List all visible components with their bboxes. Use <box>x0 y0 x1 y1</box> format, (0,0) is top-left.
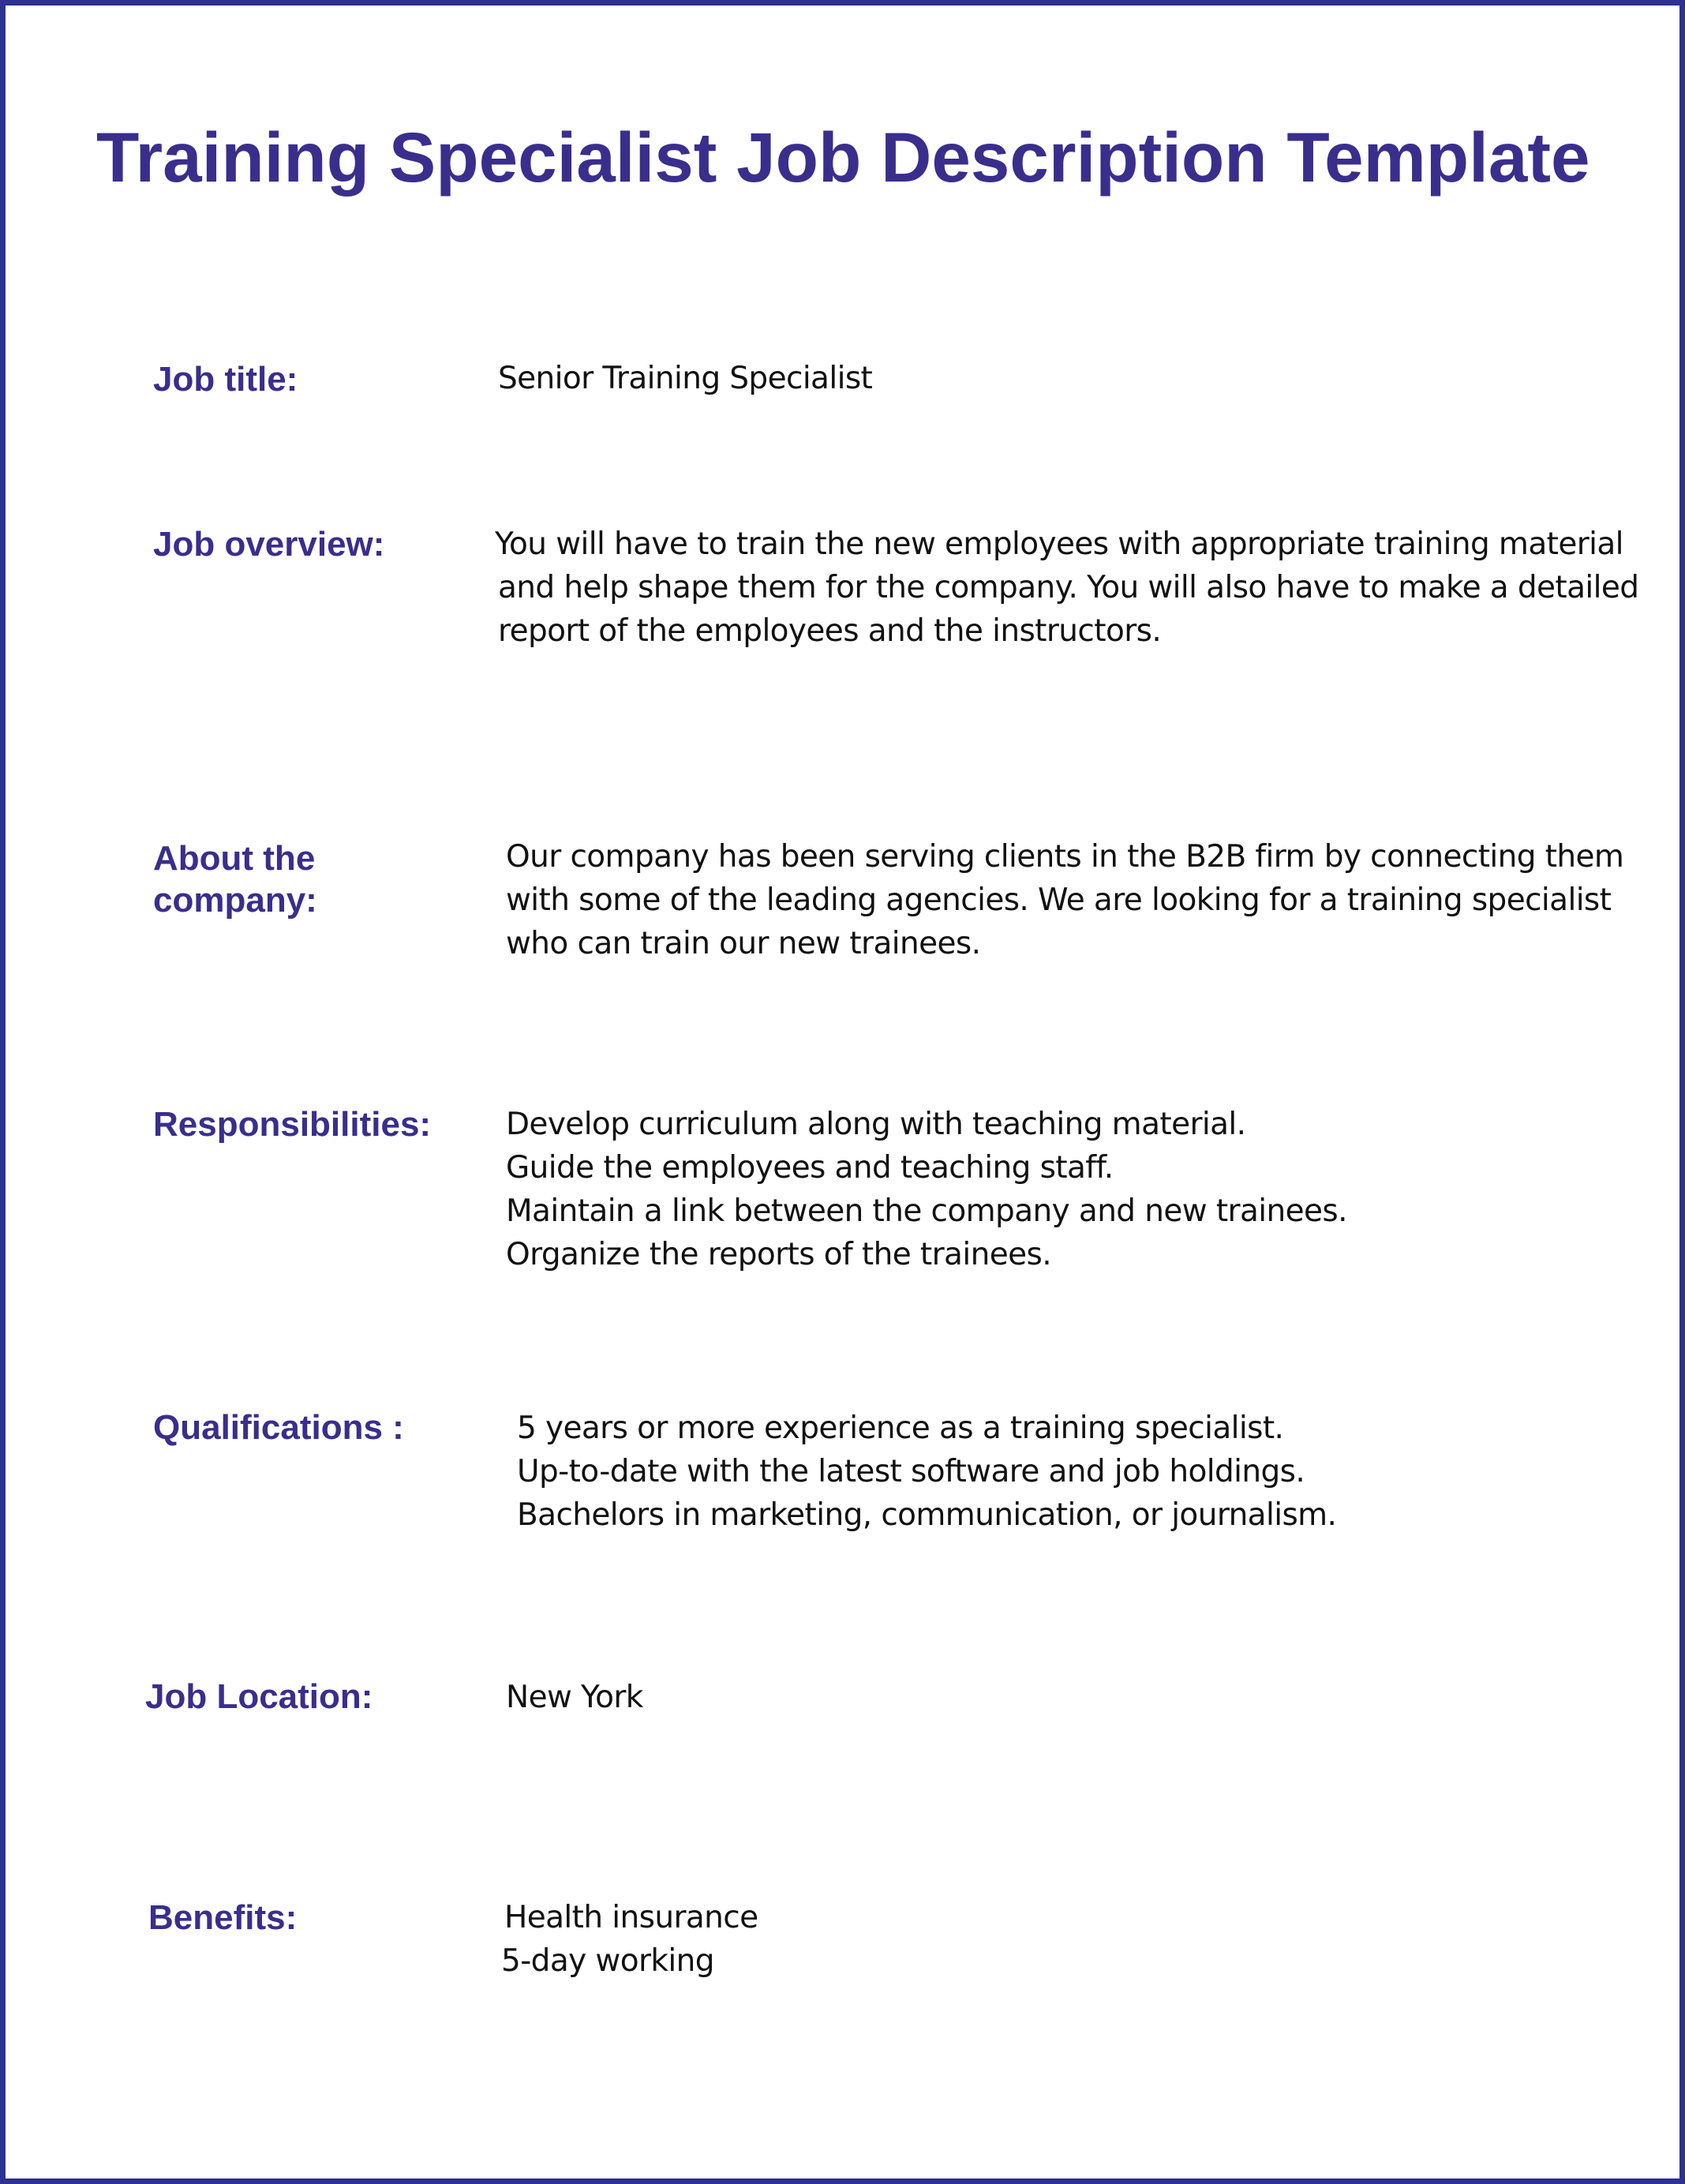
benefit-item: 5-day working <box>501 1943 714 1979</box>
job-title-label: Job title: <box>153 360 298 399</box>
qualification-item: 5 years or more experience as a training specialist. <box>517 1410 1284 1446</box>
job-overview-line: and help shape them for the company. You will also have to make a detailed <box>498 570 1639 605</box>
responsibility-item: Develop curriculum along with teaching material. <box>506 1107 1246 1142</box>
about-company-line: Our company has been serving clients in the B2B firm by connecting them <box>506 839 1624 875</box>
qualifications-label: Qualifications : <box>153 1408 404 1447</box>
job-overview-text <box>495 523 1638 653</box>
about-company-text <box>506 835 1623 965</box>
responsibility-item: Maintain a link between the company and new trainees. <box>506 1193 1347 1229</box>
responsibilities-list <box>506 1103 1347 1276</box>
about-company-line: who can train our new trainees. <box>506 926 981 961</box>
qualification-item: Up-to-date with the latest software and job holdings. <box>517 1454 1305 1489</box>
about-company-label-line-2: company: <box>153 881 317 920</box>
benefit-item: Health insurance <box>504 1900 758 1935</box>
job-overview-line: report of the employees and the instructors. <box>498 613 1162 649</box>
document-title: Training Specialist Job Description Template <box>96 118 1590 197</box>
qualification-item: Bachelors in marketing, communication, or journalism. <box>517 1497 1337 1533</box>
about-company-label-line-1: About the <box>153 839 316 878</box>
qualifications-list <box>517 1407 1336 1537</box>
job-overview-label: Job overview: <box>153 525 385 564</box>
benefits-list <box>501 1896 758 1983</box>
responsibility-item: Guide the employees and teaching staff. <box>506 1150 1114 1186</box>
responsibility-item: Organize the reports of the trainees. <box>506 1237 1052 1272</box>
job-title-value: Senior Training Specialist <box>498 361 873 396</box>
job-location-label: Job Location: <box>145 1677 373 1716</box>
responsibilities-label: Responsibilities: <box>153 1105 432 1144</box>
job-location-value: New York <box>506 1680 643 1715</box>
benefits-label: Benefits: <box>148 1898 298 1937</box>
about-company-line: with some of the leading agencies. We are looking for a training specialist <box>506 882 1612 918</box>
job-overview-line: You will have to train the new employees with appropriate training material <box>495 526 1623 562</box>
